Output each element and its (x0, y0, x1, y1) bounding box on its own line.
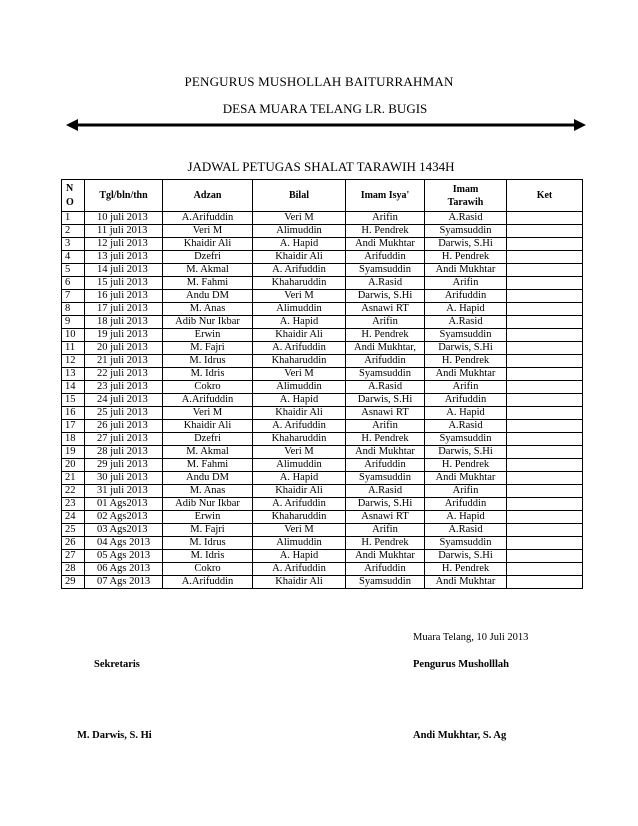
cell-date: 15 juli 2013 (85, 277, 163, 290)
table-row (62, 342, 583, 355)
col-header-adzan: Adzan (163, 180, 253, 212)
cell-bilal: Alimuddin (253, 381, 346, 394)
cell-adzan: M. Fahmi (163, 277, 253, 290)
cell-imam-tarawih: A.Rasid (425, 212, 507, 225)
cell-adzan: Dzefri (163, 433, 253, 446)
cell-adzan: Andu DM (163, 290, 253, 303)
cell-date: 19 juli 2013 (85, 329, 163, 342)
cell-no: 23 (62, 498, 85, 511)
cell-imam-isya: Syamsuddin (346, 472, 425, 485)
table-row (62, 498, 583, 511)
cell-date: 20 juli 2013 (85, 342, 163, 355)
cell-adzan: M. Akmal (163, 446, 253, 459)
cell-bilal: Alimuddin (253, 459, 346, 472)
table-row (62, 381, 583, 394)
cell-no: 24 (62, 511, 85, 524)
cell-ket (507, 433, 583, 446)
cell-no: 19 (62, 446, 85, 459)
table-row (62, 537, 583, 550)
cell-adzan: Khaidir Ali (163, 420, 253, 433)
cell-imam-isya: Arifuddin (346, 251, 425, 264)
cell-bilal: Khaidir Ali (253, 576, 346, 589)
col-header-imam-isya: Imam Isya' (346, 180, 425, 212)
cell-imam-isya: Andi Mukhtar (346, 446, 425, 459)
cell-bilal: A. Hapid (253, 472, 346, 485)
cell-bilal: Veri M (253, 290, 346, 303)
cell-date: 10 juli 2013 (85, 212, 163, 225)
cell-adzan: Cokro (163, 381, 253, 394)
cell-adzan: M. Idris (163, 550, 253, 563)
cell-bilal: A. Arifuddin (253, 563, 346, 576)
cell-adzan: Erwin (163, 329, 253, 342)
cell-date: 23 juli 2013 (85, 381, 163, 394)
cell-no: 8 (62, 303, 85, 316)
cell-ket (507, 212, 583, 225)
cell-imam-tarawih: Syamsuddin (425, 329, 507, 342)
cell-imam-tarawih: Syamsuddin (425, 225, 507, 238)
cell-imam-isya: Arifuddin (346, 563, 425, 576)
cell-imam-isya: Arifuddin (346, 355, 425, 368)
table-row (62, 290, 583, 303)
cell-adzan: M. Fajri (163, 524, 253, 537)
cell-no: 11 (62, 342, 85, 355)
cell-date: 13 juli 2013 (85, 251, 163, 264)
cell-ket (507, 316, 583, 329)
table-row (62, 524, 583, 537)
cell-date: 12 juli 2013 (85, 238, 163, 251)
cell-ket (507, 381, 583, 394)
table-row (62, 355, 583, 368)
cell-ket (507, 394, 583, 407)
cell-no: 9 (62, 316, 85, 329)
cell-imam-isya: Darwis, S.Hi (346, 394, 425, 407)
cell-imam-tarawih: Arifin (425, 277, 507, 290)
col-header-bilal: Bilal (253, 180, 346, 212)
cell-imam-tarawih: H. Pendrek (425, 355, 507, 368)
double-arrow-divider (66, 118, 586, 132)
cell-ket (507, 368, 583, 381)
cell-adzan: Andu DM (163, 472, 253, 485)
cell-imam-tarawih: Arifin (425, 381, 507, 394)
table-row (62, 316, 583, 329)
cell-adzan: M. Akmal (163, 264, 253, 277)
cell-no: 4 (62, 251, 85, 264)
col-header-imam-tarawih: Imam Tarawih (425, 180, 507, 212)
cell-adzan: M. Anas (163, 485, 253, 498)
cell-date: 26 juli 2013 (85, 420, 163, 433)
cell-ket (507, 524, 583, 537)
cell-date: 02 Ags2013 (85, 511, 163, 524)
cell-adzan: A.Arifuddin (163, 394, 253, 407)
cell-bilal: Khaharuddin (253, 355, 346, 368)
cell-imam-tarawih: Arifuddin (425, 498, 507, 511)
cell-imam-isya: Andi Mukhtar, (346, 342, 425, 355)
cell-adzan: M. Fahmi (163, 459, 253, 472)
cell-ket (507, 264, 583, 277)
cell-date: 01 Ags2013 (85, 498, 163, 511)
cell-imam-tarawih: A.Rasid (425, 524, 507, 537)
cell-imam-tarawih: Andi Mukhtar (425, 264, 507, 277)
secretary-role: Sekretaris (94, 659, 140, 670)
cell-ket (507, 407, 583, 420)
table-row (62, 563, 583, 576)
cell-no: 14 (62, 381, 85, 394)
cell-adzan: Veri M (163, 225, 253, 238)
cell-imam-isya: H. Pendrek (346, 433, 425, 446)
cell-ket (507, 550, 583, 563)
table-row (62, 511, 583, 524)
org-title: PENGURUS MUSHOLLAH BAITURRAHMAN (184, 74, 454, 89)
cell-imam-isya: Arifin (346, 212, 425, 225)
place-date: Muara Telang, 10 Juli 2013 (413, 632, 529, 643)
cell-bilal: Alimuddin (253, 537, 346, 550)
cell-date: 03 Ags2013 (85, 524, 163, 537)
table-row (62, 472, 583, 485)
col-header-date: Tgl/bln/thn (85, 180, 163, 212)
cell-ket (507, 303, 583, 316)
cell-imam-tarawih: Darwis, S.Hi (425, 550, 507, 563)
table-header-row (62, 180, 583, 212)
cell-imam-tarawih: Syamsuddin (425, 537, 507, 550)
table-row (62, 446, 583, 459)
cell-imam-tarawih: A.Rasid (425, 420, 507, 433)
cell-date: 25 juli 2013 (85, 407, 163, 420)
cell-bilal: Khaidir Ali (253, 251, 346, 264)
cell-imam-isya: Syamsuddin (346, 368, 425, 381)
cell-imam-tarawih: Syamsuddin (425, 433, 507, 446)
cell-imam-isya: Darwis, S.Hi (346, 498, 425, 511)
cell-adzan: Khaidir Ali (163, 238, 253, 251)
table-row (62, 264, 583, 277)
cell-bilal: Veri M (253, 368, 346, 381)
cell-imam-tarawih: H. Pendrek (425, 459, 507, 472)
cell-imam-tarawih: A. Hapid (425, 407, 507, 420)
cell-adzan: Erwin (163, 511, 253, 524)
cell-ket (507, 420, 583, 433)
cell-no: 18 (62, 433, 85, 446)
cell-date: 14 juli 2013 (85, 264, 163, 277)
cell-no: 16 (62, 407, 85, 420)
cell-date: 21 juli 2013 (85, 355, 163, 368)
cell-bilal: Khaharuddin (253, 511, 346, 524)
cell-bilal: Alimuddin (253, 225, 346, 238)
table-row (62, 576, 583, 589)
cell-no: 21 (62, 472, 85, 485)
cell-imam-isya: A.Rasid (346, 277, 425, 290)
cell-adzan: Adib Nur Ikbar (163, 498, 253, 511)
cell-ket (507, 459, 583, 472)
cell-bilal: A. Arifuddin (253, 264, 346, 277)
cell-adzan: Veri M (163, 407, 253, 420)
cell-imam-tarawih: H. Pendrek (425, 563, 507, 576)
cell-no: 1 (62, 212, 85, 225)
cell-ket (507, 485, 583, 498)
cell-imam-tarawih: Darwis, S.Hi (425, 238, 507, 251)
cell-imam-tarawih: Darwis, S.Hi (425, 446, 507, 459)
cell-date: 30 juli 2013 (85, 472, 163, 485)
cell-adzan: M. Idrus (163, 537, 253, 550)
cell-no: 2 (62, 225, 85, 238)
cell-imam-tarawih: H. Pendrek (425, 251, 507, 264)
cell-imam-isya: Asnawi RT (346, 303, 425, 316)
cell-no: 29 (62, 576, 85, 589)
cell-ket (507, 537, 583, 550)
cell-imam-isya: H. Pendrek (346, 329, 425, 342)
cell-imam-isya: Asnawi RT (346, 511, 425, 524)
cell-imam-tarawih: Arifuddin (425, 290, 507, 303)
table-row (62, 329, 583, 342)
cell-bilal: Khaharuddin (253, 433, 346, 446)
cell-adzan: M. Idrus (163, 355, 253, 368)
cell-adzan: M. Idris (163, 368, 253, 381)
cell-imam-isya: Arifuddin (346, 459, 425, 472)
cell-date: 24 juli 2013 (85, 394, 163, 407)
cell-adzan: M. Fajri (163, 342, 253, 355)
cell-no: 6 (62, 277, 85, 290)
cell-no: 13 (62, 368, 85, 381)
cell-imam-isya: Andi Mukhtar (346, 238, 425, 251)
cell-imam-tarawih: Arifuddin (425, 394, 507, 407)
secretary-name: M. Darwis, S. Hi (77, 730, 152, 741)
table-row (62, 225, 583, 238)
cell-ket (507, 511, 583, 524)
cell-bilal: A. Hapid (253, 238, 346, 251)
cell-date: 11 juli 2013 (85, 225, 163, 238)
schedule-table (61, 179, 583, 589)
cell-imam-isya: Arifin (346, 524, 425, 537)
table-row (62, 238, 583, 251)
board-name: Andi Mukhtar, S. Ag (413, 730, 507, 741)
col-header-no: N O (62, 180, 85, 212)
cell-date: 04 Ags 2013 (85, 537, 163, 550)
cell-bilal: A. Arifuddin (253, 498, 346, 511)
cell-no: 28 (62, 563, 85, 576)
cell-ket (507, 355, 583, 368)
cell-bilal: Khaidir Ali (253, 485, 346, 498)
cell-bilal: Veri M (253, 524, 346, 537)
cell-bilal: A. Arifuddin (253, 420, 346, 433)
cell-imam-isya: Arifin (346, 420, 425, 433)
cell-date: 07 Ags 2013 (85, 576, 163, 589)
table-row (62, 407, 583, 420)
cell-imam-isya: A.Rasid (346, 485, 425, 498)
schedule-title: JADWAL PETUGAS SHALAT TARAWIH 1434H (187, 159, 455, 174)
cell-adzan: M. Anas (163, 303, 253, 316)
table-row (62, 212, 583, 225)
cell-no: 12 (62, 355, 85, 368)
cell-no: 20 (62, 459, 85, 472)
table-row (62, 459, 583, 472)
cell-imam-tarawih: Arifin (425, 485, 507, 498)
cell-ket (507, 251, 583, 264)
cell-ket (507, 277, 583, 290)
cell-no: 25 (62, 524, 85, 537)
cell-imam-isya: A.Rasid (346, 381, 425, 394)
cell-bilal: Veri M (253, 212, 346, 225)
cell-bilal: Khaharuddin (253, 277, 346, 290)
cell-bilal: A. Hapid (253, 316, 346, 329)
cell-date: 17 juli 2013 (85, 303, 163, 316)
cell-date: 22 juli 2013 (85, 368, 163, 381)
cell-imam-isya: Asnawi RT (346, 407, 425, 420)
cell-adzan: A.Arifuddin (163, 576, 253, 589)
cell-ket (507, 472, 583, 485)
cell-imam-isya: H. Pendrek (346, 225, 425, 238)
cell-date: 29 juli 2013 (85, 459, 163, 472)
cell-imam-isya: Arifin (346, 316, 425, 329)
cell-bilal: Alimuddin (253, 303, 346, 316)
table-row (62, 420, 583, 433)
table-row (62, 251, 583, 264)
cell-date: 06 Ags 2013 (85, 563, 163, 576)
cell-adzan: A.Arifuddin (163, 212, 253, 225)
cell-date: 16 juli 2013 (85, 290, 163, 303)
cell-imam-isya: H. Pendrek (346, 537, 425, 550)
table-row (62, 303, 583, 316)
cell-bilal: Khaidir Ali (253, 407, 346, 420)
cell-no: 27 (62, 550, 85, 563)
cell-imam-tarawih: Andi Mukhtar (425, 472, 507, 485)
col-header-ket: Ket (507, 180, 583, 212)
table-row (62, 394, 583, 407)
cell-no: 7 (62, 290, 85, 303)
cell-adzan: Cokro (163, 563, 253, 576)
org-address: DESA MUARA TELANG LR. BUGIS (222, 101, 428, 116)
cell-ket (507, 290, 583, 303)
cell-imam-tarawih: A. Hapid (425, 511, 507, 524)
table-row (62, 550, 583, 563)
cell-ket (507, 225, 583, 238)
cell-date: 28 juli 2013 (85, 446, 163, 459)
cell-imam-tarawih: Andi Mukhtar (425, 576, 507, 589)
cell-ket (507, 446, 583, 459)
cell-ket (507, 498, 583, 511)
cell-date: 31 juli 2013 (85, 485, 163, 498)
cell-no: 22 (62, 485, 85, 498)
cell-bilal: A. Hapid (253, 550, 346, 563)
cell-ket (507, 563, 583, 576)
cell-date: 05 Ags 2013 (85, 550, 163, 563)
cell-imam-isya: Andi Mukhtar (346, 550, 425, 563)
cell-ket (507, 329, 583, 342)
cell-no: 10 (62, 329, 85, 342)
table-row (62, 433, 583, 446)
cell-ket (507, 238, 583, 251)
cell-imam-isya: Darwis, S.Hi (346, 290, 425, 303)
cell-ket (507, 342, 583, 355)
cell-bilal: Khaidir Ali (253, 329, 346, 342)
cell-date: 27 juli 2013 (85, 433, 163, 446)
cell-no: 5 (62, 264, 85, 277)
cell-imam-tarawih: A.Rasid (425, 316, 507, 329)
cell-adzan: Dzefri (163, 251, 253, 264)
cell-bilal: A. Arifuddin (253, 342, 346, 355)
board-role: Pengurus Musholllah (413, 659, 509, 670)
cell-imam-isya: Syamsuddin (346, 576, 425, 589)
cell-no: 26 (62, 537, 85, 550)
cell-date: 18 juli 2013 (85, 316, 163, 329)
cell-imam-tarawih: Andi Mukhtar (425, 368, 507, 381)
table-row (62, 485, 583, 498)
schedule-body (62, 212, 583, 589)
table-row (62, 277, 583, 290)
cell-bilal: A. Hapid (253, 394, 346, 407)
cell-no: 15 (62, 394, 85, 407)
cell-adzan: Adib Nur Ikbar (163, 316, 253, 329)
cell-no: 3 (62, 238, 85, 251)
cell-ket (507, 576, 583, 589)
table-row (62, 368, 583, 381)
cell-imam-tarawih: Darwis, S.Hi (425, 342, 507, 355)
cell-imam-isya: Syamsuddin (346, 264, 425, 277)
cell-bilal: Veri M (253, 446, 346, 459)
cell-imam-tarawih: A. Hapid (425, 303, 507, 316)
cell-no: 17 (62, 420, 85, 433)
